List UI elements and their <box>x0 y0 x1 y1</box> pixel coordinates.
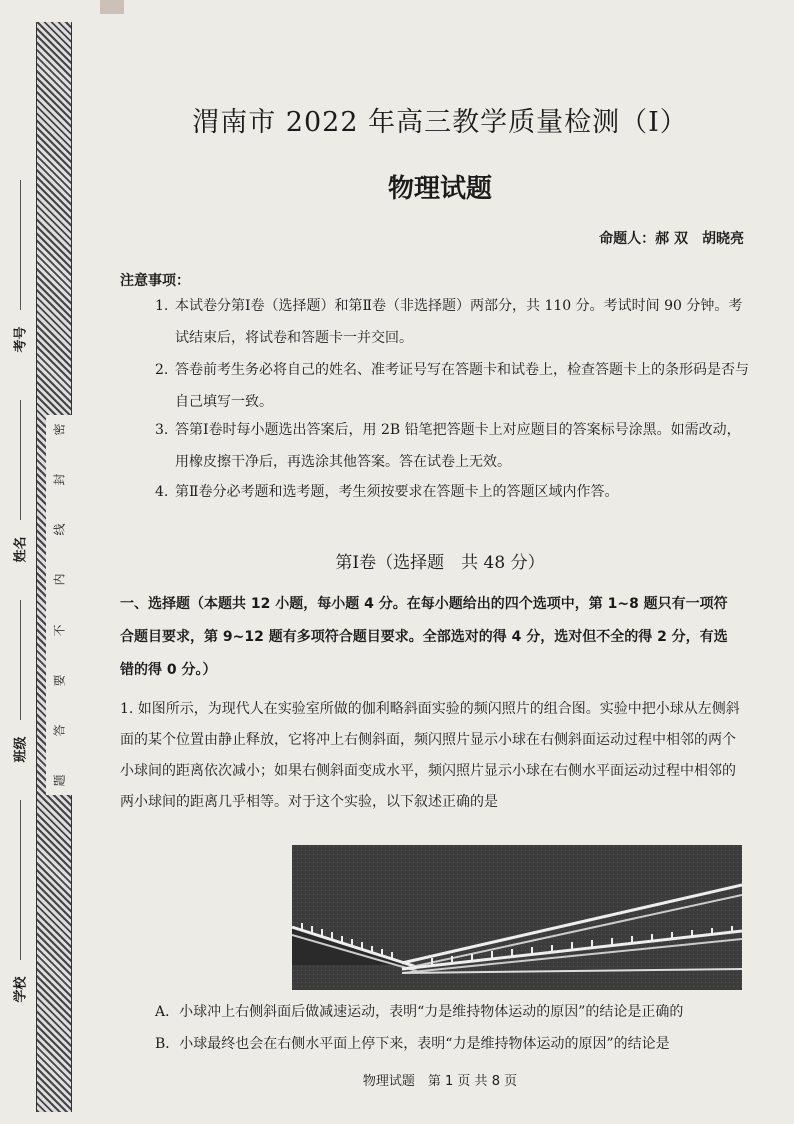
question-stem: 1. 如图所示，为现代人在实验室所做的伽利略斜面实验的频闪照片的组合图。实验中把小球从左侧斜面的某个位置由静止释放，它将冲上右侧斜面，频闪照片显示小球在右侧斜面运动过程中相邻的两个小球间的距离依次减小；如果右侧斜面变成水平，频闪照片显示小球在右侧水平面运动过程中相邻的两小球间的距离几乎相等。对于这个实验，以下叙述正确的是 <box>120 701 740 810</box>
seal-char: 线 <box>52 523 67 536</box>
fill-line-school[interactable] <box>20 800 21 960</box>
seal-char: 不 <box>52 624 67 637</box>
page-footer: 物理试题 第 1 页 共 8 页 <box>362 1074 518 1089</box>
fill-line-class[interactable] <box>20 600 21 720</box>
notice-number: 3. <box>155 422 169 438</box>
seal-char: 密 <box>52 423 67 436</box>
strobe-photo <box>292 845 742 990</box>
notice-item <box>155 290 750 354</box>
fill-line-exam-number[interactable] <box>20 180 21 310</box>
label-class: 班级 <box>13 736 29 763</box>
exam-title: 渭南市 2022 年高三教学质量检测（Ⅰ） <box>192 107 688 138</box>
incline-illustration <box>292 845 742 990</box>
seal-char: 题 <box>52 774 67 787</box>
notice-number: 1. <box>155 298 169 314</box>
part-title: 第Ⅰ卷（选择题 共 48 分） <box>335 553 545 573</box>
seal-char: 内 <box>52 573 67 586</box>
notice-item <box>155 476 750 508</box>
seal-char: 答 <box>52 724 67 737</box>
seal-line-text <box>46 415 72 795</box>
notice-item <box>155 354 750 418</box>
notice-number: 2. <box>155 362 169 378</box>
notice-text: 答第Ⅰ卷时每小题选出答案后，用 2B 铅笔把答题卡上对应题目的答案标号涂黑。如需改动，用橡皮擦干净后，再选涂其他答案。答在试卷上无效。 <box>175 422 741 470</box>
notice-item <box>155 414 750 478</box>
section-instructions: 一、选择题（本题共 12 小题，每小题 4 分。在每小题给出的四个选项中，第 1~8 题只有一项符合题目要求，第 9~12 题有多项符合题目要求。全部选对的得 4 分，选对但不全的得 2 分，有选错的得 0 分。） <box>120 596 728 678</box>
option-a: A．小球冲上右侧斜面后做减速运动，表明“力是维持物体运动的原因”的结论是正确的 <box>155 1004 684 1020</box>
subject-title: 物理试题 <box>387 174 492 204</box>
notice-text: 本试卷分第Ⅰ卷（选择题）和第Ⅱ卷（非选择题）两部分，共 110 分。考试时间 90 分钟。考试结束后，将试卷和答题卡一并交回。 <box>175 298 743 346</box>
label-exam-number: 考号 <box>13 326 29 353</box>
option-b: B．小球最终也会在右侧水平面上停下来，表明“力是维持物体运动的原因”的结论是 <box>155 1036 670 1052</box>
label-school: 学校 <box>13 976 29 1003</box>
notice-title: 注意事项： <box>120 273 190 289</box>
notice-text: 第Ⅱ卷分必考题和选考题，考生须按要求在答题卡上的答题区域内作答。 <box>175 484 619 500</box>
author-line: 命题人：郝 双 胡晓亮 <box>599 231 744 247</box>
seal-char: 封 <box>52 473 67 486</box>
notice-text: 答卷前考生务必将自己的姓名、准考证号写在答题卡和试卷上，检查答题卡上的条形码是否与自己填写一致。 <box>175 362 749 410</box>
label-name: 姓名 <box>13 536 29 563</box>
corner-mark <box>100 0 124 14</box>
notice-number: 4. <box>155 484 169 500</box>
seal-char: 要 <box>52 674 67 687</box>
fill-line-name[interactable] <box>20 400 21 520</box>
